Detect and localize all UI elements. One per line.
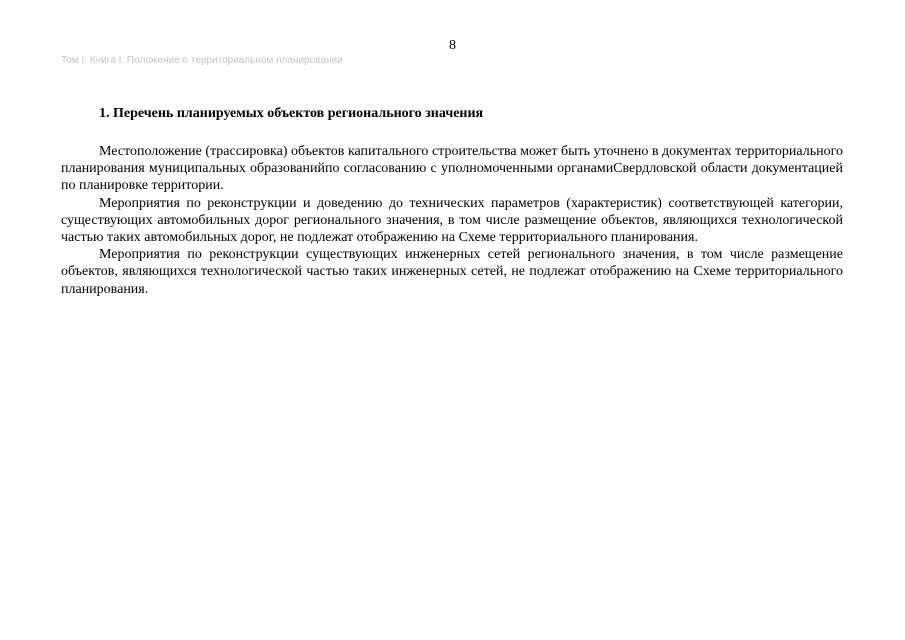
paragraph-roads: Мероприятия по реконструкции и доведению до технических параметров (характеристик) соответствующей категории, существующих автомобильных дорог регионального значения, в том числе размещение объектов, являющихся технологической частью таких автомобильных дорог, не подлежат отображению на Схеме территориального планирования. [61,195,843,246]
paragraph-location: Местоположение (трассировка) объектов капитального строительства может быть уточнено в документах территориального планирования муниципальных образованийпо согласованию с уполномоченными органамиСвердловской области документацией по планировке территории. [61,144,843,194]
document-body [61,105,843,298]
running-header: Том I. Книга I. Положение о территориальном планировании [61,55,343,66]
section-heading: 1. Перечень планируемых объектов регионального значения [99,106,484,121]
page-number: 8 [449,38,456,53]
paragraph-networks: Мероприятия по реконструкции существующих инженерных сетей регионального значения, в том числе размещение объектов, являющихся технологической частью таких инженерных сетей, не подлежат отображению на Схеме территориального планирования. [61,247,843,297]
